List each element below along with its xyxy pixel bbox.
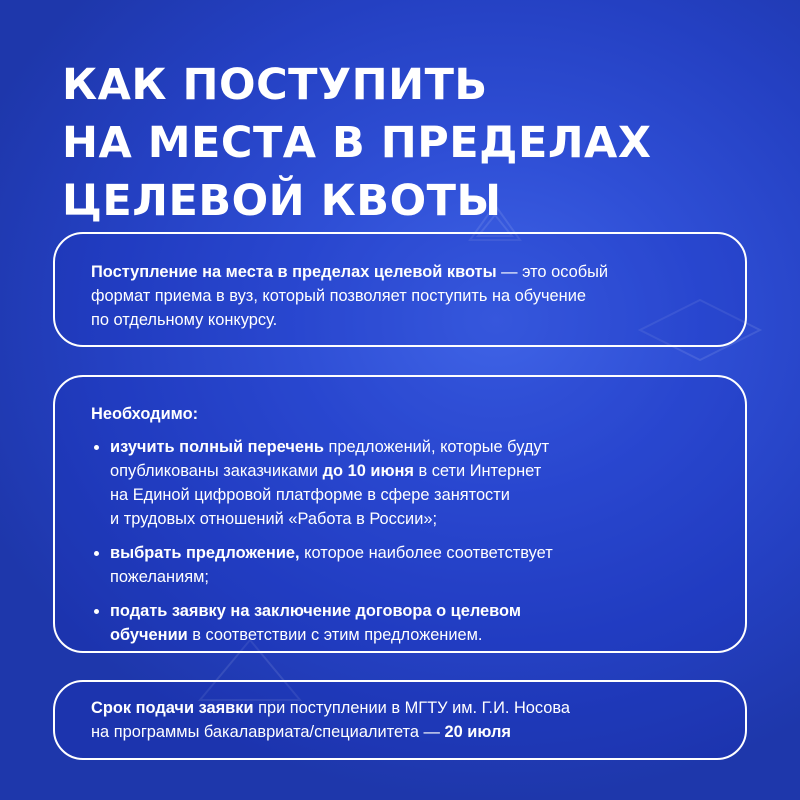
- intro-bold: Поступление на места в пределах целевой квоты: [91, 263, 497, 281]
- requirements-heading: Необходимо:: [91, 405, 199, 423]
- intro-line-2: формат приема в вуз, который позволяет поступить на обучение: [91, 287, 586, 305]
- item1-text-4: на Единой цифровой платформе в сфере занятости: [110, 486, 510, 504]
- item2-text-1: которое наиболее соответствует: [299, 544, 553, 562]
- intro-card: [53, 232, 747, 347]
- bullet-icon: [94, 445, 99, 450]
- page-title: [62, 56, 762, 230]
- title-line-2: НА МЕСТА В ПРЕДЕЛАХ: [62, 118, 652, 168]
- intro-text: [91, 260, 725, 332]
- deadline-bold-1: Срок подачи заявки: [91, 699, 254, 717]
- item1-text-5: и трудовых отношений «Работа в России»;: [110, 510, 438, 528]
- item1-bold-2: до 10 июня: [322, 462, 414, 480]
- requirement-item-study-list: [91, 435, 725, 531]
- item1-bold-1: изучить полный перечень: [110, 438, 324, 456]
- deadline-date: 20 июля: [444, 723, 511, 741]
- requirements-card: [53, 375, 747, 653]
- bullet-icon: [94, 551, 99, 556]
- title-line-1: КАК ПОСТУПИТЬ: [62, 60, 488, 110]
- item3-bold-2: обучении: [110, 626, 188, 644]
- deadline-text-1: при поступлении в МГТУ им. Г.И. Носова: [253, 699, 571, 717]
- title-line-3: ЦЕЛЕВОЙ КВОТЫ: [62, 176, 502, 226]
- deadline-text-2: на программы бакалавриата/специалитета —: [91, 723, 445, 741]
- requirements-list: [91, 435, 725, 647]
- deadline-text: [91, 696, 725, 744]
- intro-rest-line-1: — это особый: [496, 263, 609, 281]
- item1-text-3: в сети Интернет: [413, 462, 542, 480]
- requirement-item-submit-application: [91, 599, 725, 647]
- deadline-card: [53, 680, 747, 760]
- item2-bold: выбрать предложение,: [110, 544, 300, 562]
- requirement-item-choose-offer: [91, 541, 725, 589]
- item1-text-1: предложений, которые будут: [323, 438, 550, 456]
- item2-text-2: пожеланиям;: [110, 568, 209, 586]
- item3-bold-1: подать заявку на заключение договора о целевом: [110, 602, 521, 620]
- item1-text-2: опубликованы заказчиками: [110, 462, 323, 480]
- item3-text: в соответствии с этим предложением.: [187, 626, 483, 644]
- intro-line-3: по отдельному конкурсу.: [91, 311, 278, 329]
- bullet-icon: [94, 609, 99, 614]
